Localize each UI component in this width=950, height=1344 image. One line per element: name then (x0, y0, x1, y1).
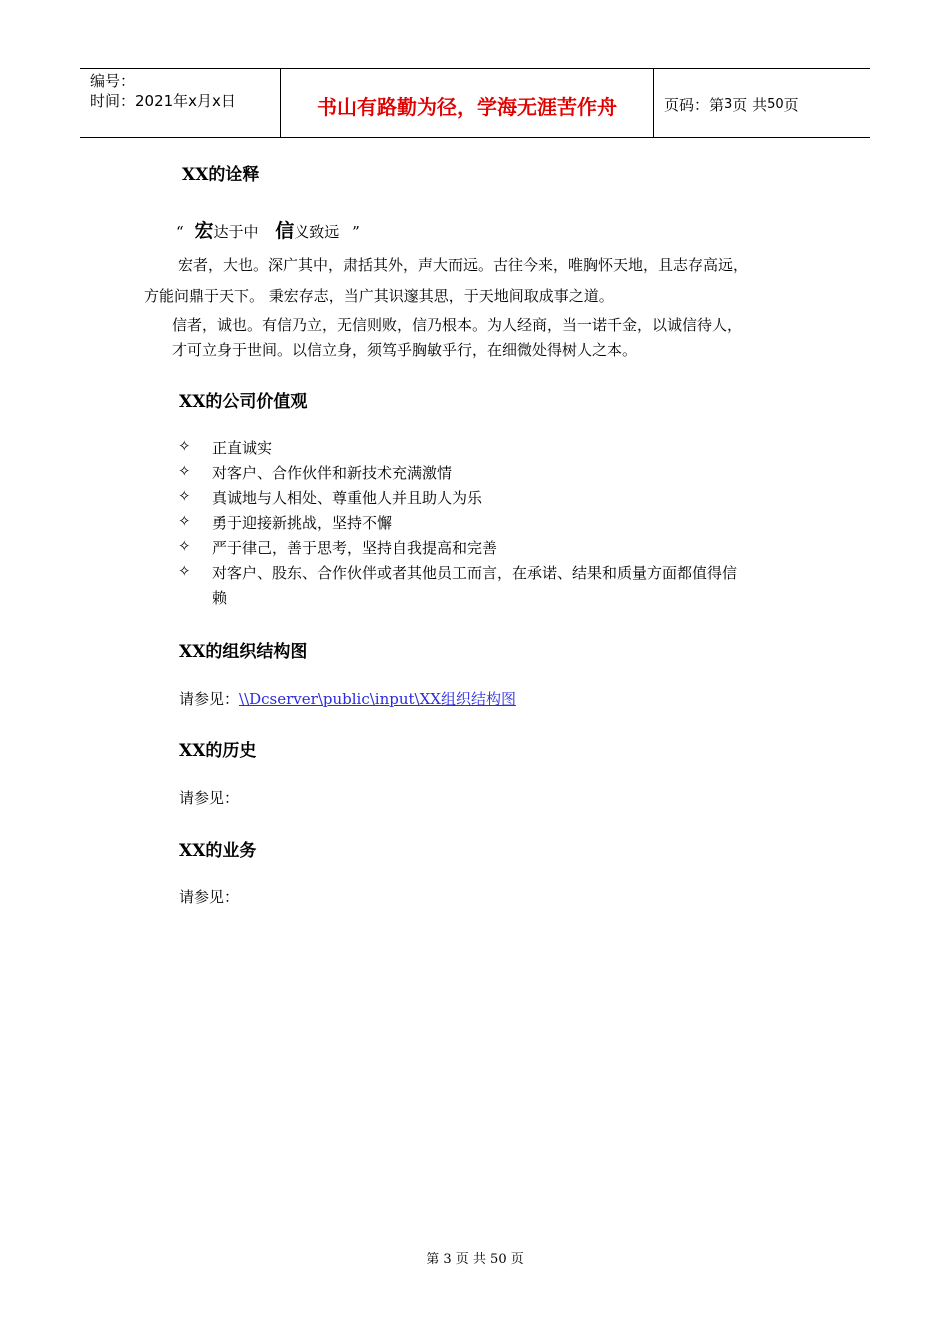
header-info-cell (80, 69, 281, 137)
bullet-icon: ✧ (178, 562, 191, 580)
business-see-label: 请参见： (179, 888, 240, 906)
header-motto: 书山有路勤为径，学海无涯苦作舟 (281, 69, 654, 137)
para2-line2: 才可立身于世间。以信立身，须笃乎胸敏乎行，在细微处得树人之本。 (172, 341, 638, 359)
header-page-number (654, 69, 870, 137)
para1-line1: 宏者，大也。深广其中，肃括其外，声大而远。古往今来，唯胸怀天地，且志存高远， (178, 256, 749, 274)
page-header (80, 68, 870, 138)
org-title: XX的组织结构图 (179, 642, 308, 662)
business-title: XX的业务 (179, 841, 257, 861)
value-item: 真诚地与人相处、尊重他人并且助人为乐 (212, 489, 483, 507)
bullet-icon: ✧ (178, 487, 191, 505)
value-item: 勇于迎接新挑战，坚持不懈 (212, 514, 393, 532)
para1-line2: 方能问鼎于天下。 秉宏存志，当广其识邃其思，于天地间取成事之道。 (144, 287, 614, 305)
page-label: 页码：第 (664, 95, 725, 114)
values-title: XX的公司价值观 (179, 392, 308, 412)
bullet-icon: ✧ (178, 512, 191, 530)
value-item: 正直诚实 (212, 439, 273, 457)
number-label: 编号： (90, 72, 136, 90)
time-label: 时间：2021年x月x日 (90, 92, 236, 110)
page-num: 3 (724, 96, 733, 112)
history-title: XX的历史 (179, 741, 257, 761)
interp-motto-line (176, 216, 360, 243)
value-item: 对客户、股东、合作伙伴或者其他员工而言，在承诺、结果和质量方面都值得信 (212, 564, 738, 582)
para2-line1: 信者，诚也。有信乃立，无信则败，信乃根本。为人经商，当一诺千金，以诚信待人， (172, 316, 743, 334)
bullet-icon: ✧ (178, 537, 191, 555)
motto-text-2: 义致远 (294, 223, 340, 241)
page-mid: 页 共 (732, 95, 768, 114)
org-see-also (179, 688, 516, 709)
motto-char-xin: 信 (275, 220, 295, 242)
bullet-icon: ✧ (178, 437, 191, 455)
page-total: 50 (767, 96, 784, 112)
interp-title: XX的诠释 (182, 165, 260, 185)
org-chart-link[interactable]: \\Dcserver\public\input\XX组织结构图 (239, 690, 516, 708)
value-item-continued: 赖 (212, 589, 228, 607)
value-item: 对客户、合作伙伴和新技术充满激情 (212, 464, 453, 482)
see-label: 请参见： (179, 690, 240, 708)
value-item: 严于律己，善于思考，坚持自我提高和完善 (212, 539, 498, 557)
quote-close: ” (352, 223, 360, 241)
history-see-label: 请参见： (179, 789, 240, 807)
motto-text-1: 达于中 (213, 223, 259, 241)
quote-open: “ (176, 223, 184, 241)
page-footer: 第 3 页 共 50 页 (426, 1252, 524, 1267)
bullet-icon: ✧ (178, 462, 191, 480)
motto-char-hong: 宏 (194, 220, 214, 242)
page-end: 页 (783, 95, 799, 114)
